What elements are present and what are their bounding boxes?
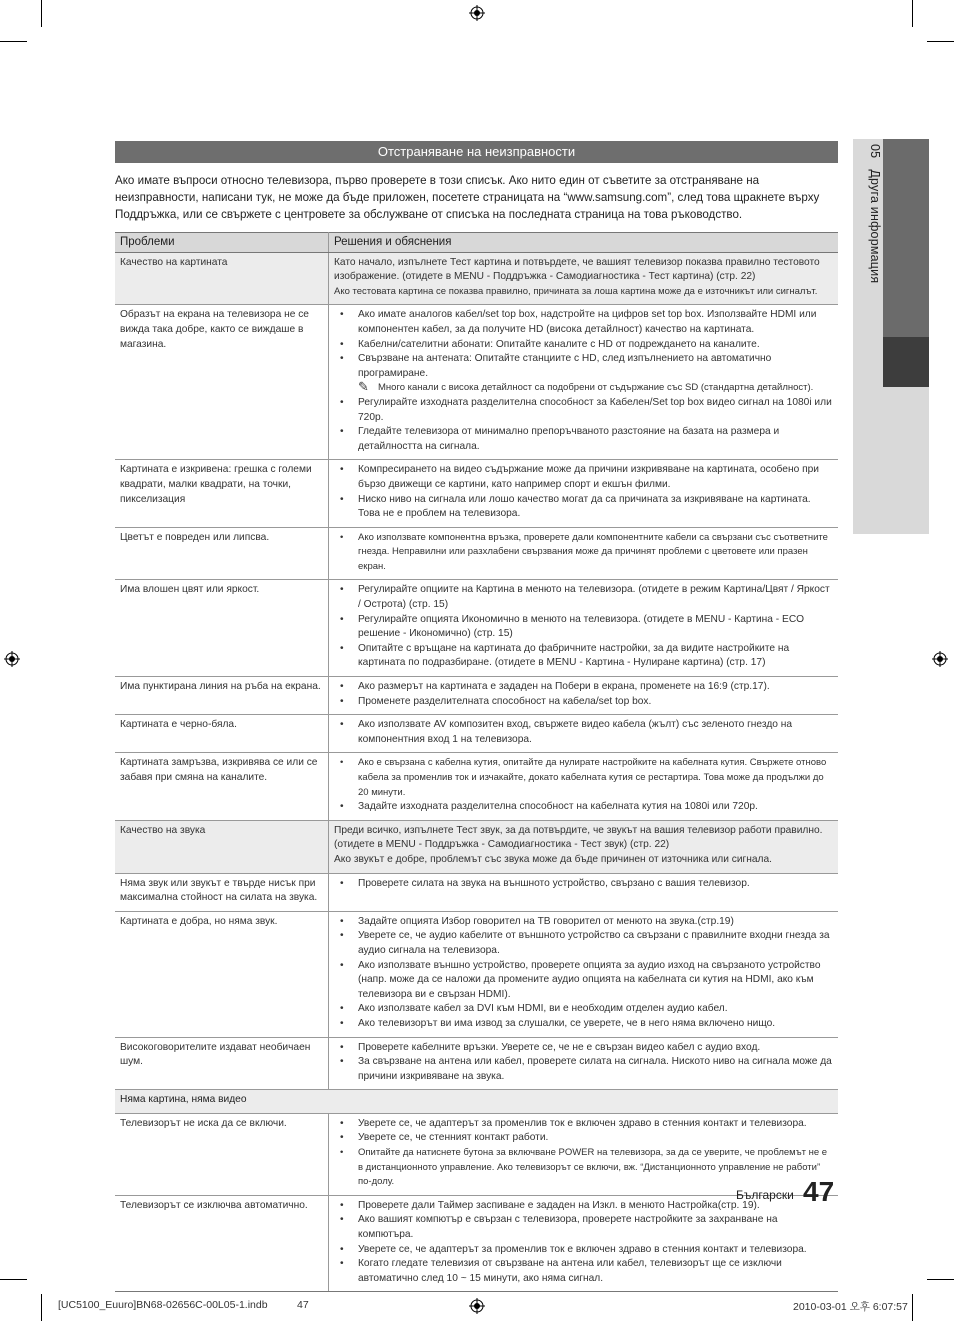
problem-cell: Телевизорът не иска да се включи. <box>115 1113 329 1195</box>
list-item: • Уверете се, че адаптерът за променлив ток е включен здраво в стенния контакт и телевизора. <box>334 1243 833 1258</box>
table-row <box>115 820 838 873</box>
list-item: • Регулирайте опциите на Картина в менюто на телевизора. (отидете в режим Картина/Цвят / Яркост / Острота) (стр. 15) <box>334 583 833 612</box>
list-item: • За свързване на антена или кабел, проверете силата на сигнала. Ниското ниво на сигнала може да причини изкривяване на звука. <box>334 1055 833 1084</box>
footer-language: Български <box>736 1188 794 1202</box>
table-row <box>115 252 838 305</box>
list-item: • Ако използвате компонентна връзка, проверете дали компонентните кабели са свързани със съответните гнезда. Неправилни или разхлабени свързвания може да причинят проблеми с цветовете или празен екран. <box>334 531 833 575</box>
pencil-note-icon: ✎ <box>358 379 369 395</box>
list-item: • Свързване на антената: Опитайте станциите с HD, след изпълнението на автоматично програмиране. <box>334 352 833 381</box>
solution-cell <box>329 1113 839 1195</box>
problem-cell: Качество на картината <box>115 252 329 305</box>
list-item: • Ако телевизорът ви има извод за слушалки, се уверете, че в него няма включено нищо. <box>334 1017 833 1032</box>
table-section-row <box>115 1090 838 1114</box>
list-item: • Компресирането на видео съдържание може да причини изкривяване на картината, особено при бързо движещи се картини, като например спорт и екшън филми. <box>334 463 833 492</box>
crop-mark <box>41 0 42 27</box>
solution-cell <box>329 527 839 580</box>
print-date: 2010-03-01 오후 6:07:57 <box>793 1301 908 1313</box>
solution-cell <box>329 1037 839 1090</box>
table-row <box>115 305 838 460</box>
solution-cell <box>329 715 839 753</box>
intro-paragraph: Ако имате въпроси относно телевизора, първо проверете в този списък. Ако нито един от съветите за отстраняване на неизправности, написани тук, не може да бъде приложен, посетете страницата на “www.samsung.com”, след това щракнете върху Поддръжка, или се свържете с центровете за обслужване от списъка на последната страница на това ръководство. <box>115 174 820 221</box>
solution-cell <box>329 753 839 820</box>
print-page: 47 <box>297 1299 309 1311</box>
solution-text: Преди всичко, изпълнете Тест звук, за да потвърдите, че звукът на вашия телевизор работи правилно. (отидете в MENU - Поддръжка - Самодиагностика - Тест звук) (стр. 22) <box>334 824 823 851</box>
crop-mark <box>41 1294 42 1321</box>
solution-cell <box>329 820 839 873</box>
registration-mark-icon <box>4 651 20 667</box>
list-item: • Проверете кабелните връзки. Уверете се, че не е свързан видео кабел с аудио вход. <box>334 1041 833 1056</box>
problem-cell: Високоговорителите издават необичаен шум. <box>115 1037 329 1090</box>
list-item: • Ако имате аналогов кабел/set top box, надстройте на цифров set top box. Използвайте HDMI или компонентен кабел, за да получите HD (висока детайлност) качество на картината. <box>334 308 833 337</box>
list-item: • Проверете силата на звука на външното устройство, свързано с вашия телевизор. <box>334 877 833 892</box>
table-row <box>115 677 838 715</box>
problem-cell: Картината е изкривена: грешка с големи квадрати, малки квадрати, на точки, пикселизация <box>115 460 329 527</box>
bullet-list <box>334 915 833 1032</box>
crop-mark <box>0 41 27 42</box>
list-item: • Ако използвате кабел за DVI към HDMI, ви е необходим отделен аудио кабел. <box>334 1002 833 1017</box>
bullet-list <box>334 1117 833 1190</box>
solution-cell <box>329 305 839 460</box>
column-header-solutions: Решения и обяснения <box>329 233 839 253</box>
solution-cell <box>329 580 839 677</box>
list-item: • Гледайте телевизора от минимално препоръчваното разстояние на базата на размера и детайлността на сигнала. <box>334 425 833 454</box>
table-row <box>115 580 838 677</box>
list-item: • Ако размерът на картината е зададен на Побери в екрана, променете на 16:9 (стр.17). <box>334 680 833 695</box>
bullet-list <box>334 1199 833 1287</box>
list-item: • Кабелни/сателитни абонати: Опитайте каналите с HD от подреждането на каналите. <box>334 338 833 353</box>
problem-cell: Телевизорът се изключва автоматично. <box>115 1195 329 1292</box>
table-row <box>115 873 838 911</box>
list-item: • Променете разделителната способност на кабела/set top box. <box>334 695 833 710</box>
solution-cell <box>329 873 839 911</box>
problem-cell: Има пунктирана линия на ръба на екрана. <box>115 677 329 715</box>
problem-cell: Цветът е повреден или липсва. <box>115 527 329 580</box>
list-item: • Опитайте да натиснете бутона за включване POWER на телевизора, за да се уверите, че проблемът не е в дистанционното управление. Ако телевизорът се включи, вж. “Дистанционното управление не работи” по-долу. <box>334 1146 833 1190</box>
table-row <box>115 1195 838 1292</box>
chapter-label <box>868 144 882 283</box>
list-item: • Задайте изходната разделителна способност на кабелната кутия на 1080i или 720p. <box>334 800 833 815</box>
chapter-number: 05 <box>868 144 882 159</box>
list-item: • Уверете се, че адаптерът за променлив ток е включен здраво в стенния контакт и телевизора. <box>334 1117 833 1132</box>
bullet-list <box>334 877 833 892</box>
list-item: • Ако е свързана с кабелна кутия, опитайте да нулирате настройките на кабелната кутия. Свържете отново кабела за променлив ток и изчакайте, докато кабелната кутия се рестартира. Това може да продължи до 20 минути. <box>334 756 833 800</box>
problem-cell: Картината е добра, но няма звук. <box>115 911 329 1037</box>
bullet-list <box>334 531 833 575</box>
bullet-list <box>334 718 833 747</box>
list-item: • Регулирайте опцията Икономично в менюто на телевизора. (отидете в MENU - Картина - ECO решение - Икономично) (стр. 15) <box>334 613 833 642</box>
crop-mark <box>0 1279 27 1280</box>
solution-cell <box>329 1195 839 1292</box>
list-item: • Ако използвате външно устройство, проверете опцията за аудио изход на свързаното устройство (напр. може да се наложи да промените аудио опцията на кабелната си кутия на HDMI, ако към телевизора ви е свързан HDMI). <box>334 959 833 1003</box>
solution-cell <box>329 677 839 715</box>
solution-text: Ако тестовата картина се показва правилно, причината за лоша картина може да е източникът или сигналът. <box>334 285 818 297</box>
list-item: • Опитайте с връщане на картината до фабричните настройки, за да видите настройките на картината по подразбиране. (отидете в MENU - Картина - Нулиране картина) (стр. 17) <box>334 642 833 671</box>
table-row <box>115 911 838 1037</box>
bullet-list <box>334 680 833 709</box>
solution-cell <box>329 252 839 305</box>
chapter-side-tab <box>853 139 929 534</box>
print-filename: [UC5100_Euuro]BN68-02656C-00L05-1.indb <box>58 1299 268 1311</box>
problem-cell: Няма звук или звукът е твърде нисък при максимална стойност на силата на звука. <box>115 873 329 911</box>
crop-mark <box>927 1279 954 1280</box>
solution-cell <box>329 460 839 527</box>
registration-mark-icon <box>932 651 948 667</box>
list-item: • Ниско ниво на сигнала или лошо качество могат да са причината за изкривяване на картината. Това не е проблем на телевизора. <box>334 493 833 522</box>
list-item: • Ако използвате AV композитен вход, свържете видео кабела (жълт) със зеленото гнездо на компонентния вход 1 на телевизора. <box>334 718 833 747</box>
crop-mark <box>912 1294 913 1321</box>
table-row <box>115 1037 838 1090</box>
table-row <box>115 527 838 580</box>
table-row <box>115 715 838 753</box>
registration-mark-icon <box>469 1298 485 1314</box>
column-header-problems: Проблеми <box>115 233 329 253</box>
troubleshooting-table <box>115 232 838 1292</box>
bullet-list <box>334 756 833 814</box>
bullet-list <box>334 308 833 454</box>
section-heading: Няма картина, няма видео <box>115 1090 838 1114</box>
note-item: ✎ Много канали с висока детайлност са подобрени от съдържание със SD (стандартна детайлност). <box>358 379 814 395</box>
problem-cell: Качество на звука <box>115 820 329 873</box>
table-row <box>115 460 838 527</box>
list-item: • Уверете се, че стенният контакт работи. <box>334 1131 833 1146</box>
chapter-title: Друга информация <box>868 169 882 284</box>
solution-text: Ако звукът е добре, проблемът със звука може да бъде причинен от източника или сигнала. <box>334 853 773 865</box>
page-number: 47 <box>803 1176 835 1207</box>
solution-text: Като начало, изпълнете Тест картина и потвърдете, че вашият телевизор показва правилно тестовото изображение. (отидете в MENU - Поддръжка - Самодиагностика - Тест картина) (стр. 22) <box>334 256 820 283</box>
problem-cell: Картината замръзва, изкривява се или се забавя при смяна на каналите. <box>115 753 329 820</box>
section-title: Отстраняване на неизправности <box>115 141 838 163</box>
list-item: • Ако вашият компютър е свързан с телевизора, проверете настройките за захранване на компютъра. <box>334 1213 833 1242</box>
list-item: • Уверете се, че аудио кабелите от външното устройство са свързани с правилните входни гнезда за аудио сигнала на телевизора. <box>334 929 833 958</box>
solution-cell <box>329 911 839 1037</box>
crop-mark <box>912 0 913 27</box>
list-item: • Регулирайте изходната разделителна способност за Кабелен/Set top box видео сигнал на 1080i или 720p. <box>334 396 833 425</box>
crop-mark <box>927 41 954 42</box>
problem-cell: Образът на екрана на телевизора не се вижда така добре, както се виждаше в магазина. <box>115 305 329 460</box>
table-row <box>115 753 838 820</box>
list-item: • Проверете дали Таймер заспиване е зададен на Изкл. в менюто Настройка(стр. 19). <box>334 1199 833 1214</box>
bullet-list <box>334 463 833 521</box>
list-item: • Когато гледате телевизия от свързване на антена или кабел, телевизорът ще се изключи автоматично след 10 ~ 15 минути, ако няма сигнал. <box>334 1257 833 1286</box>
bullet-list <box>334 1041 833 1085</box>
list-item: • Задайте опцията Избор говорител на TB говорител от менюто на звука.(стр.19) <box>334 915 833 930</box>
bullet-list <box>334 583 833 671</box>
problem-cell: Има влошен цвят или яркост. <box>115 580 329 677</box>
registration-mark-icon <box>469 5 485 21</box>
problem-cell: Картината е черно-бяла. <box>115 715 329 753</box>
table-row <box>115 1113 838 1195</box>
